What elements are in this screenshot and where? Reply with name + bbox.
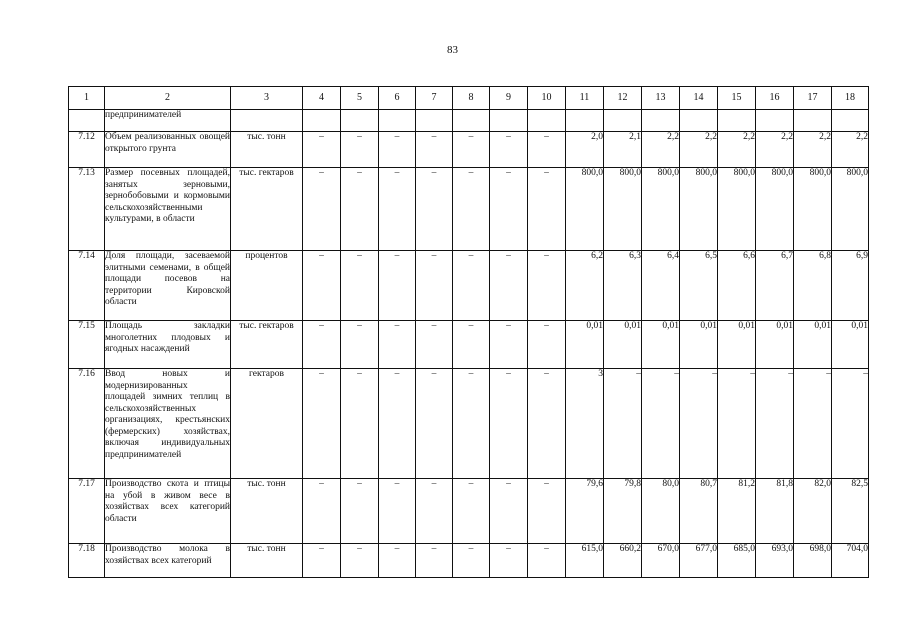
dash-cell: – bbox=[416, 544, 453, 578]
value-cell: 3 bbox=[566, 369, 604, 479]
table-row bbox=[69, 132, 869, 168]
value-cell: 0,01 bbox=[680, 321, 718, 369]
indicator-name: Площадь закладки многолетних плодовых и ягодных насаждений bbox=[105, 321, 231, 369]
value-cell: 80,7 bbox=[680, 479, 718, 544]
dash-cell: – bbox=[341, 132, 379, 168]
dash-cell: – bbox=[528, 132, 566, 168]
value-cell: 0,01 bbox=[718, 321, 756, 369]
value-cell: – bbox=[680, 369, 718, 479]
value-cell: 2,0 bbox=[566, 132, 604, 168]
column-header-1: 1 bbox=[69, 87, 105, 110]
value-cell: 670,0 bbox=[642, 544, 680, 578]
value-cell: 2,2 bbox=[756, 132, 794, 168]
dash-cell: – bbox=[490, 132, 528, 168]
row-number: 7.17 bbox=[69, 479, 105, 544]
value-cell: 615,0 bbox=[566, 544, 604, 578]
value-cell: 2,2 bbox=[832, 132, 869, 168]
column-header-7: 7 bbox=[416, 87, 453, 110]
dash-cell: – bbox=[303, 369, 341, 479]
column-header-18: 18 bbox=[832, 87, 869, 110]
column-header-13: 13 bbox=[642, 87, 680, 110]
value-cell: 693,0 bbox=[756, 544, 794, 578]
dash-cell: – bbox=[416, 321, 453, 369]
dash-cell: – bbox=[416, 369, 453, 479]
column-header-11: 11 bbox=[566, 87, 604, 110]
unit-cell: тыс. тонн bbox=[231, 132, 303, 168]
value-cell: – bbox=[794, 369, 832, 479]
unit-cell: тыс. тонн bbox=[231, 544, 303, 578]
dash-cell: – bbox=[416, 132, 453, 168]
value-cell: 0,01 bbox=[756, 321, 794, 369]
value-cell: 80,0 bbox=[642, 479, 680, 544]
dash-cell: – bbox=[341, 321, 379, 369]
column-header-17: 17 bbox=[794, 87, 832, 110]
dash-cell: – bbox=[490, 479, 528, 544]
dash-cell: – bbox=[528, 321, 566, 369]
value-cell: 6,8 bbox=[794, 251, 832, 321]
column-header-6: 6 bbox=[379, 87, 416, 110]
value-cell: 6,3 bbox=[604, 251, 642, 321]
value-cell: 800,0 bbox=[718, 168, 756, 251]
column-header-10: 10 bbox=[528, 87, 566, 110]
value-cell: 81,8 bbox=[756, 479, 794, 544]
dash-cell: – bbox=[303, 479, 341, 544]
value-cell: 800,0 bbox=[832, 168, 869, 251]
value-cell: 2,2 bbox=[642, 132, 680, 168]
indicator-name: Доля площади, засеваемой элитными семенами, в общей площади посевов на территории Кировской области bbox=[105, 251, 231, 321]
dash-cell: – bbox=[453, 544, 490, 578]
dash-cell: – bbox=[528, 251, 566, 321]
value-cell: 6,2 bbox=[566, 251, 604, 321]
page-number: 83 bbox=[447, 44, 458, 56]
dash-cell: – bbox=[303, 321, 341, 369]
dash-cell: – bbox=[528, 544, 566, 578]
indicator-name: Объем реализованных овощей открытого грунта bbox=[105, 132, 231, 168]
dash-cell: – bbox=[303, 132, 341, 168]
dash-cell: – bbox=[379, 251, 416, 321]
table-row bbox=[69, 321, 869, 369]
continuation-row bbox=[69, 110, 869, 132]
table-row bbox=[69, 251, 869, 321]
indicator-table bbox=[68, 86, 869, 578]
column-header-5: 5 bbox=[341, 87, 379, 110]
value-cell: 800,0 bbox=[794, 168, 832, 251]
value-cell: 698,0 bbox=[794, 544, 832, 578]
dash-cell: – bbox=[490, 321, 528, 369]
dash-cell: – bbox=[379, 369, 416, 479]
value-cell: – bbox=[642, 369, 680, 479]
dash-cell: – bbox=[453, 168, 490, 251]
value-cell: 2,2 bbox=[718, 132, 756, 168]
dash-cell: – bbox=[453, 479, 490, 544]
table-row bbox=[69, 369, 869, 479]
row-number: 7.12 bbox=[69, 132, 105, 168]
dash-cell: – bbox=[303, 251, 341, 321]
column-header-15: 15 bbox=[718, 87, 756, 110]
dash-cell: – bbox=[341, 479, 379, 544]
table-row bbox=[69, 168, 869, 251]
value-cell: 800,0 bbox=[566, 168, 604, 251]
dash-cell: – bbox=[453, 251, 490, 321]
value-cell: 0,01 bbox=[604, 321, 642, 369]
dash-cell: – bbox=[490, 251, 528, 321]
continuation-text: предпринимателей bbox=[105, 110, 231, 132]
row-number: 7.16 bbox=[69, 369, 105, 479]
indicator-name: Размер посевных площадей, занятых зерновыми, зернобобовыми и кормовыми сельскохозяйственными культурами, в области bbox=[105, 168, 231, 251]
dash-cell: – bbox=[416, 168, 453, 251]
value-cell: 2,2 bbox=[794, 132, 832, 168]
row-number: 7.15 bbox=[69, 321, 105, 369]
dash-cell: – bbox=[416, 251, 453, 321]
value-cell: 660,2 bbox=[604, 544, 642, 578]
column-header-4: 4 bbox=[303, 87, 341, 110]
value-cell: 800,0 bbox=[756, 168, 794, 251]
dash-cell: – bbox=[490, 168, 528, 251]
row-number: 7.13 bbox=[69, 168, 105, 251]
row-number: 7.18 bbox=[69, 544, 105, 578]
unit-cell: тыс. тонн bbox=[231, 479, 303, 544]
dash-cell: – bbox=[379, 168, 416, 251]
dash-cell: – bbox=[490, 369, 528, 479]
value-cell: 6,5 bbox=[680, 251, 718, 321]
dash-cell: – bbox=[379, 321, 416, 369]
value-cell: 0,01 bbox=[794, 321, 832, 369]
dash-cell: – bbox=[528, 479, 566, 544]
value-cell: 800,0 bbox=[642, 168, 680, 251]
dash-cell: – bbox=[453, 321, 490, 369]
column-header-16: 16 bbox=[756, 87, 794, 110]
value-cell: 6,4 bbox=[642, 251, 680, 321]
column-header-3: 3 bbox=[231, 87, 303, 110]
value-cell: 800,0 bbox=[604, 168, 642, 251]
header-row bbox=[69, 87, 869, 110]
column-header-2: 2 bbox=[105, 87, 231, 110]
value-cell: 0,01 bbox=[566, 321, 604, 369]
indicator-name: Производство молока в хозяйствах всех категорий bbox=[105, 544, 231, 578]
table-row bbox=[69, 479, 869, 544]
value-cell: – bbox=[718, 369, 756, 479]
table-row bbox=[69, 544, 869, 578]
value-cell: – bbox=[756, 369, 794, 479]
value-cell: 800,0 bbox=[680, 168, 718, 251]
value-cell: 0,01 bbox=[642, 321, 680, 369]
value-cell: 685,0 bbox=[718, 544, 756, 578]
value-cell: 6,7 bbox=[756, 251, 794, 321]
value-cell: 2,2 bbox=[680, 132, 718, 168]
dash-cell: – bbox=[528, 369, 566, 479]
column-header-8: 8 bbox=[453, 87, 490, 110]
dash-cell: – bbox=[416, 479, 453, 544]
value-cell: – bbox=[832, 369, 869, 479]
unit-cell: тыс. гектаров bbox=[231, 321, 303, 369]
unit-cell: гектаров bbox=[231, 369, 303, 479]
column-header-9: 9 bbox=[490, 87, 528, 110]
indicator-name: Ввод новых и модернизированных площадей зимних теплиц в сельскохозяйственных организациях, крестьянских (фермерских) хозяйствах, включая индивидуальных предпринимателей bbox=[105, 369, 231, 479]
value-cell: 6,6 bbox=[718, 251, 756, 321]
dash-cell: – bbox=[379, 132, 416, 168]
unit-cell: процентов bbox=[231, 251, 303, 321]
dash-cell: – bbox=[490, 544, 528, 578]
dash-cell: – bbox=[528, 168, 566, 251]
value-cell: 82,0 bbox=[794, 479, 832, 544]
unit-cell: тыс. гектаров bbox=[231, 168, 303, 251]
dash-cell: – bbox=[341, 251, 379, 321]
row-number: 7.14 bbox=[69, 251, 105, 321]
value-cell: 79,6 bbox=[566, 479, 604, 544]
dash-cell: – bbox=[379, 544, 416, 578]
column-header-12: 12 bbox=[604, 87, 642, 110]
column-header-14: 14 bbox=[680, 87, 718, 110]
dash-cell: – bbox=[341, 168, 379, 251]
value-cell: – bbox=[604, 369, 642, 479]
value-cell: 704,0 bbox=[832, 544, 869, 578]
dash-cell: – bbox=[453, 369, 490, 479]
dash-cell: – bbox=[303, 544, 341, 578]
value-cell: 677,0 bbox=[680, 544, 718, 578]
value-cell: 79,8 bbox=[604, 479, 642, 544]
dash-cell: – bbox=[379, 479, 416, 544]
indicator-name: Производство скота и птицы на убой в живом весе в хозяйствах всех категорий области bbox=[105, 479, 231, 544]
value-cell: 0,01 bbox=[832, 321, 869, 369]
dash-cell: – bbox=[341, 369, 379, 479]
value-cell: 82,5 bbox=[832, 479, 869, 544]
value-cell: 2,1 bbox=[604, 132, 642, 168]
dash-cell: – bbox=[303, 168, 341, 251]
dash-cell: – bbox=[341, 544, 379, 578]
value-cell: 81,2 bbox=[718, 479, 756, 544]
value-cell: 6,9 bbox=[832, 251, 869, 321]
dash-cell: – bbox=[453, 132, 490, 168]
